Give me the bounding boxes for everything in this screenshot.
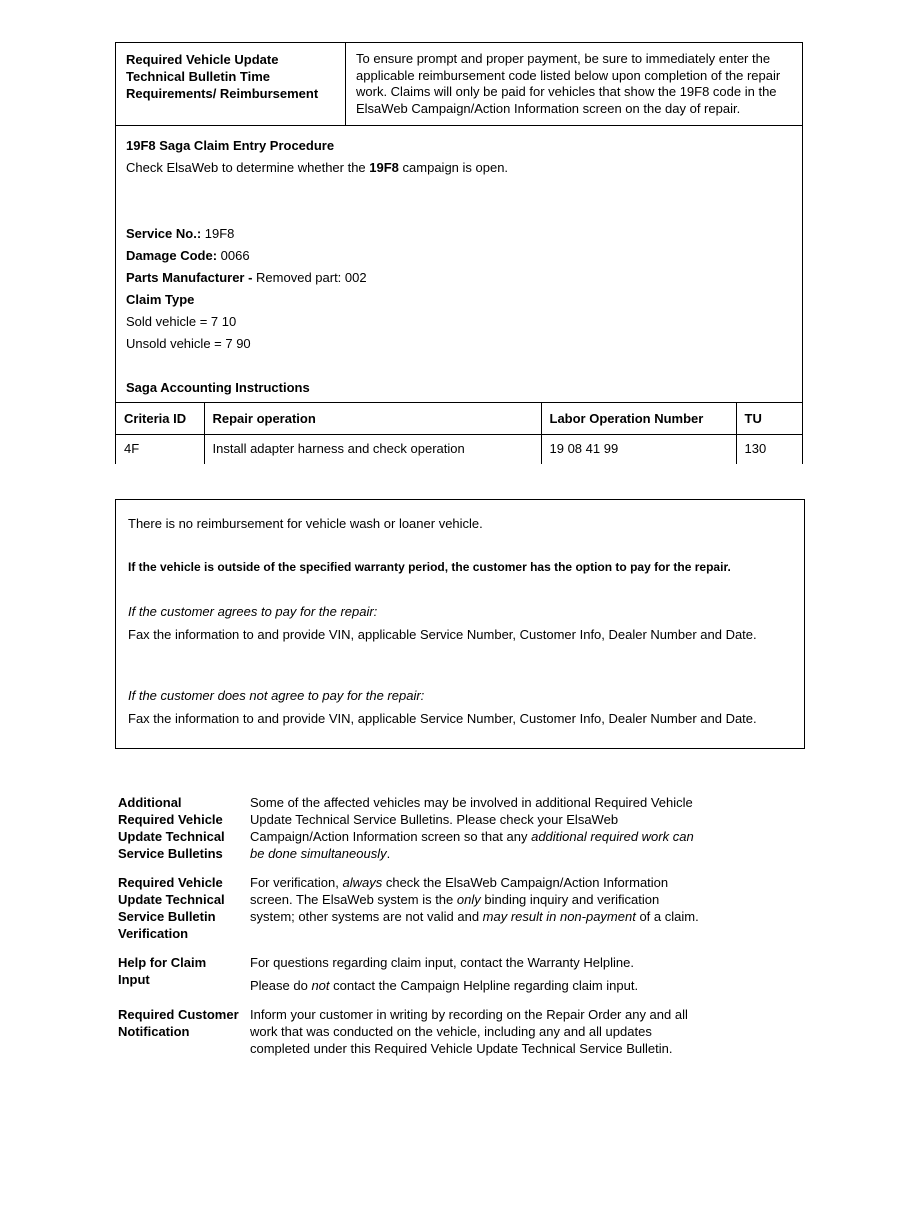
info-section-additional-bulletins <box>118 794 803 862</box>
parts-manufacturer-value: Removed part: 002 <box>252 270 367 285</box>
labor-operation-number-header: Labor Operation Number <box>541 403 736 435</box>
claim-procedure-title: 19F8 Saga Claim Entry Procedure <box>126 138 335 153</box>
bulletin-requirements-box <box>115 42 803 464</box>
info-paragraph: Please do not contact the Campaign Helpline regarding claim input. <box>250 978 639 993</box>
tu-header: TU <box>736 403 802 435</box>
parts-manufacturer-line <box>126 270 792 286</box>
info-section-verification <box>118 874 803 942</box>
bulletin-header-text: To ensure prompt and proper payment, be sure to immediately enter the applicable reimbursement code listed below upon completion of the repair work. Claims will only be paid for vehicles that show the 19F8 code in the ElsaWeb Campaign/Action Information screen on the day of repair. <box>356 51 781 116</box>
criteria-table <box>116 402 802 464</box>
no-reimbursement-line: There is no reimbursement for vehicle wash or loaner vehicle. <box>128 516 483 531</box>
tu-cell: 130 <box>736 435 802 465</box>
info-section-text <box>250 874 702 942</box>
info-section-text <box>250 954 702 994</box>
info-section-help-claim-input <box>118 954 803 994</box>
unsold-vehicle-line: Unsold vehicle = 7 90 <box>126 336 251 351</box>
repair-operation-header: Repair operation <box>204 403 541 435</box>
saga-accounting-title: Saga Accounting Instructions <box>126 380 310 395</box>
customer-agrees-text: Fax the information to and provide VIN, applicable Service Number, Customer Info, Dealer Number and Date. <box>128 627 757 642</box>
info-section-customer-notification <box>118 1006 803 1057</box>
labor-operation-number-cell: 19 08 41 99 <box>541 435 736 465</box>
claim-type-label: Claim Type <box>126 292 195 307</box>
service-no-label: Service No.: <box>126 226 202 241</box>
info-section-text <box>250 1006 702 1057</box>
info-section-label: Required Customer Notification <box>118 1007 239 1039</box>
info-paragraph: For questions regarding claim input, contact the Warranty Helpline. <box>250 955 634 970</box>
parts-manufacturer-label: Parts Manufacturer - <box>126 270 253 285</box>
service-no-value: 19F8 <box>201 226 235 241</box>
sold-vehicle-line: Sold vehicle = 7 10 <box>126 314 237 329</box>
criteria-data-row <box>116 435 802 465</box>
info-paragraph: Inform your customer in writing by recording on the Repair Order any and all work that was conducted on the vehicle, including any and all updates completed under this Required Vehicle Update Technical Service Bulletin. <box>250 1007 688 1056</box>
customer-disagrees-text: Fax the information to and provide VIN, applicable Service Number, Customer Info, Dealer Number and Date. <box>128 711 757 726</box>
bulletin-header-row <box>116 43 802 126</box>
info-sections <box>118 794 803 1057</box>
criteria-header-row <box>116 403 802 435</box>
service-no-line <box>126 226 792 242</box>
info-section-text <box>250 794 702 862</box>
claim-entry-procedure <box>116 126 802 396</box>
info-section-label: Help for Claim Input <box>118 955 207 987</box>
info-paragraph: Some of the affected vehicles may be involved in additional Required Vehicle Update Technical Service Bulletins. Please check your ElsaWeb Campaign/Action Information screen so that any additional required work can be done simultaneously. <box>250 795 694 861</box>
info-paragraph: For verification, always check the ElsaWeb Campaign/Action Information screen. The ElsaWeb system is the only binding inquiry and verification system; other systems are not valid and may result in non-payment of a claim. <box>250 875 699 924</box>
check-elsaweb-line: Check ElsaWeb to determine whether the 19F8 campaign is open. <box>126 160 509 175</box>
warranty-option-line: If the vehicle is outside of the specified warranty period, the customer has the option to pay for the repair. <box>128 560 731 574</box>
damage-code-value: 0066 <box>217 248 250 263</box>
customer-disagrees-heading: If the customer does not agree to pay for the repair: <box>128 688 425 703</box>
criteria-id-cell: 4F <box>124 441 140 456</box>
repair-operation-cell: Install adapter harness and check operation <box>204 435 541 465</box>
reimbursement-notes-box <box>115 499 805 749</box>
criteria-id-header: Criteria ID <box>116 403 204 435</box>
damage-code-label: Damage Code: <box>126 248 218 263</box>
info-section-label: Additional Required Vehicle Update Technical Service Bulletins <box>118 795 225 861</box>
damage-code-line <box>126 248 792 264</box>
bulletin-header-title: Required Vehicle Update Technical Bulletin Time Requirements/ Reimbursement <box>116 43 346 125</box>
document-page <box>115 42 803 1057</box>
info-section-label: Required Vehicle Update Technical Service Bulletin Verification <box>118 875 225 941</box>
customer-agrees-heading: If the customer agrees to pay for the repair: <box>128 604 378 619</box>
